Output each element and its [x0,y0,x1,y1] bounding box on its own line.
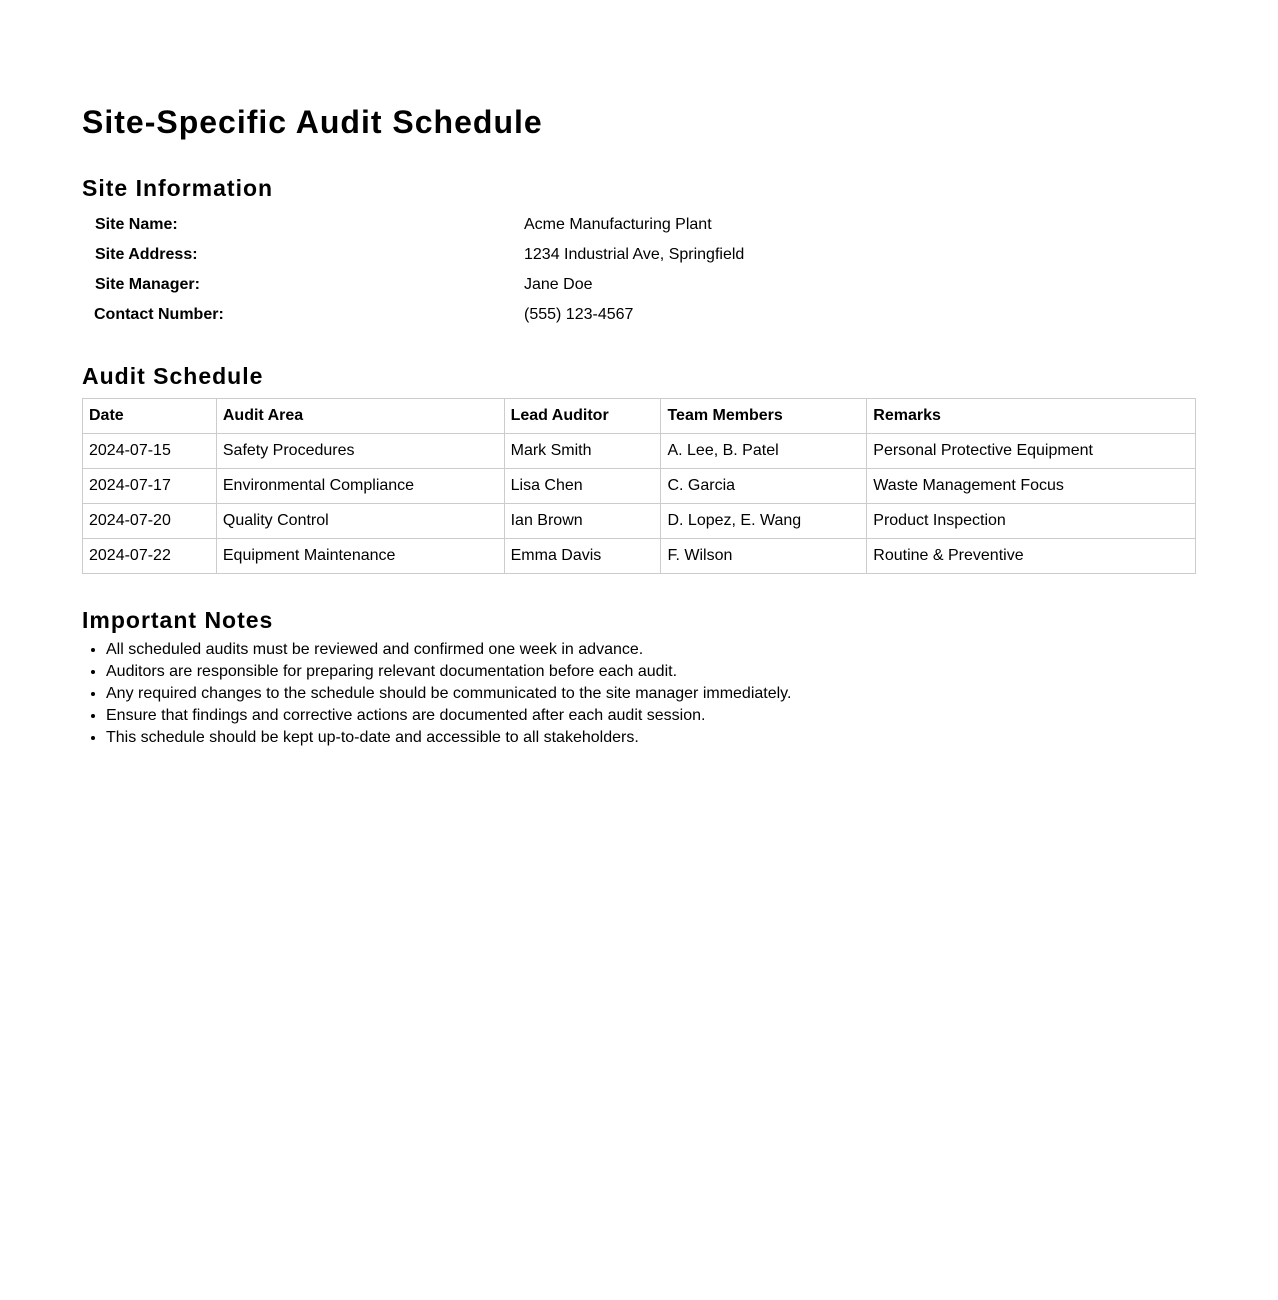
info-value: Acme Manufacturing Plant [524,216,712,233]
cell-date: 2024-07-20 [83,504,217,539]
important-notes-heading: Important Notes [82,607,274,633]
list-item: • This schedule should be kept up-to-date and accessible to all stakeholders. [106,727,791,749]
column-header-date: Date [83,399,217,434]
info-value: 1234 Industrial Ave, Springfield [524,246,745,263]
info-label: Site Address: [95,246,198,263]
cell-remarks: Waste Management Focus [867,469,1196,504]
info-label: Site Name: [95,216,178,233]
list-item: • Any required changes to the schedule should be communicated to the site manager immediately. [106,683,791,705]
cell-audit-area: Safety Procedures [216,434,504,469]
table-row [83,539,1196,574]
cell-audit-area: Quality Control [216,504,504,539]
list-item: • Auditors are responsible for preparing relevant documentation before each audit. [106,661,791,683]
audit-schedule-table [82,398,1196,574]
info-row-site-address [82,240,1196,270]
info-row-contact-number [82,300,1196,330]
cell-remarks: Product Inspection [867,504,1196,539]
cell-lead-auditor: Mark Smith [504,434,661,469]
table-row [83,504,1196,539]
info-label: Contact Number: [94,306,224,323]
cell-audit-area: Equipment Maintenance [216,539,504,574]
page-title: Site-Specific Audit Schedule [82,104,543,140]
important-notes-list [82,639,791,749]
cell-team-members: D. Lopez, E. Wang [661,504,867,539]
info-row-site-manager [82,270,1196,300]
info-row-site-name [82,210,1196,240]
column-header-audit-area: Audit Area [216,399,504,434]
list-item: • Ensure that findings and corrective actions are documented after each audit session. [106,705,791,727]
cell-remarks: Personal Protective Equipment [867,434,1196,469]
audit-schedule-heading: Audit Schedule [82,363,264,389]
site-information-table [82,210,1196,330]
cell-lead-auditor: Emma Davis [504,539,661,574]
info-value: Jane Doe [524,276,593,293]
info-value: (555) 123-4567 [524,306,634,323]
cell-lead-auditor: Lisa Chen [504,469,661,504]
cell-team-members: A. Lee, B. Patel [661,434,867,469]
cell-audit-area: Environmental Compliance [216,469,504,504]
site-information-heading: Site Information [82,175,274,201]
column-header-lead-auditor: Lead Auditor [504,399,661,434]
list-item: • All scheduled audits must be reviewed and confirmed one week in advance. [106,639,791,661]
cell-team-members: C. Garcia [661,469,867,504]
cell-lead-auditor: Ian Brown [504,504,661,539]
cell-remarks: Routine & Preventive [867,539,1196,574]
cell-team-members: F. Wilson [661,539,867,574]
column-header-team-members: Team Members [661,399,867,434]
column-header-remarks: Remarks [867,399,1196,434]
table-row [83,434,1196,469]
cell-date: 2024-07-22 [83,539,217,574]
info-label: Site Manager: [95,276,200,293]
table-row [83,469,1196,504]
cell-date: 2024-07-15 [83,434,217,469]
table-header-row [83,399,1196,434]
cell-date: 2024-07-17 [83,469,217,504]
